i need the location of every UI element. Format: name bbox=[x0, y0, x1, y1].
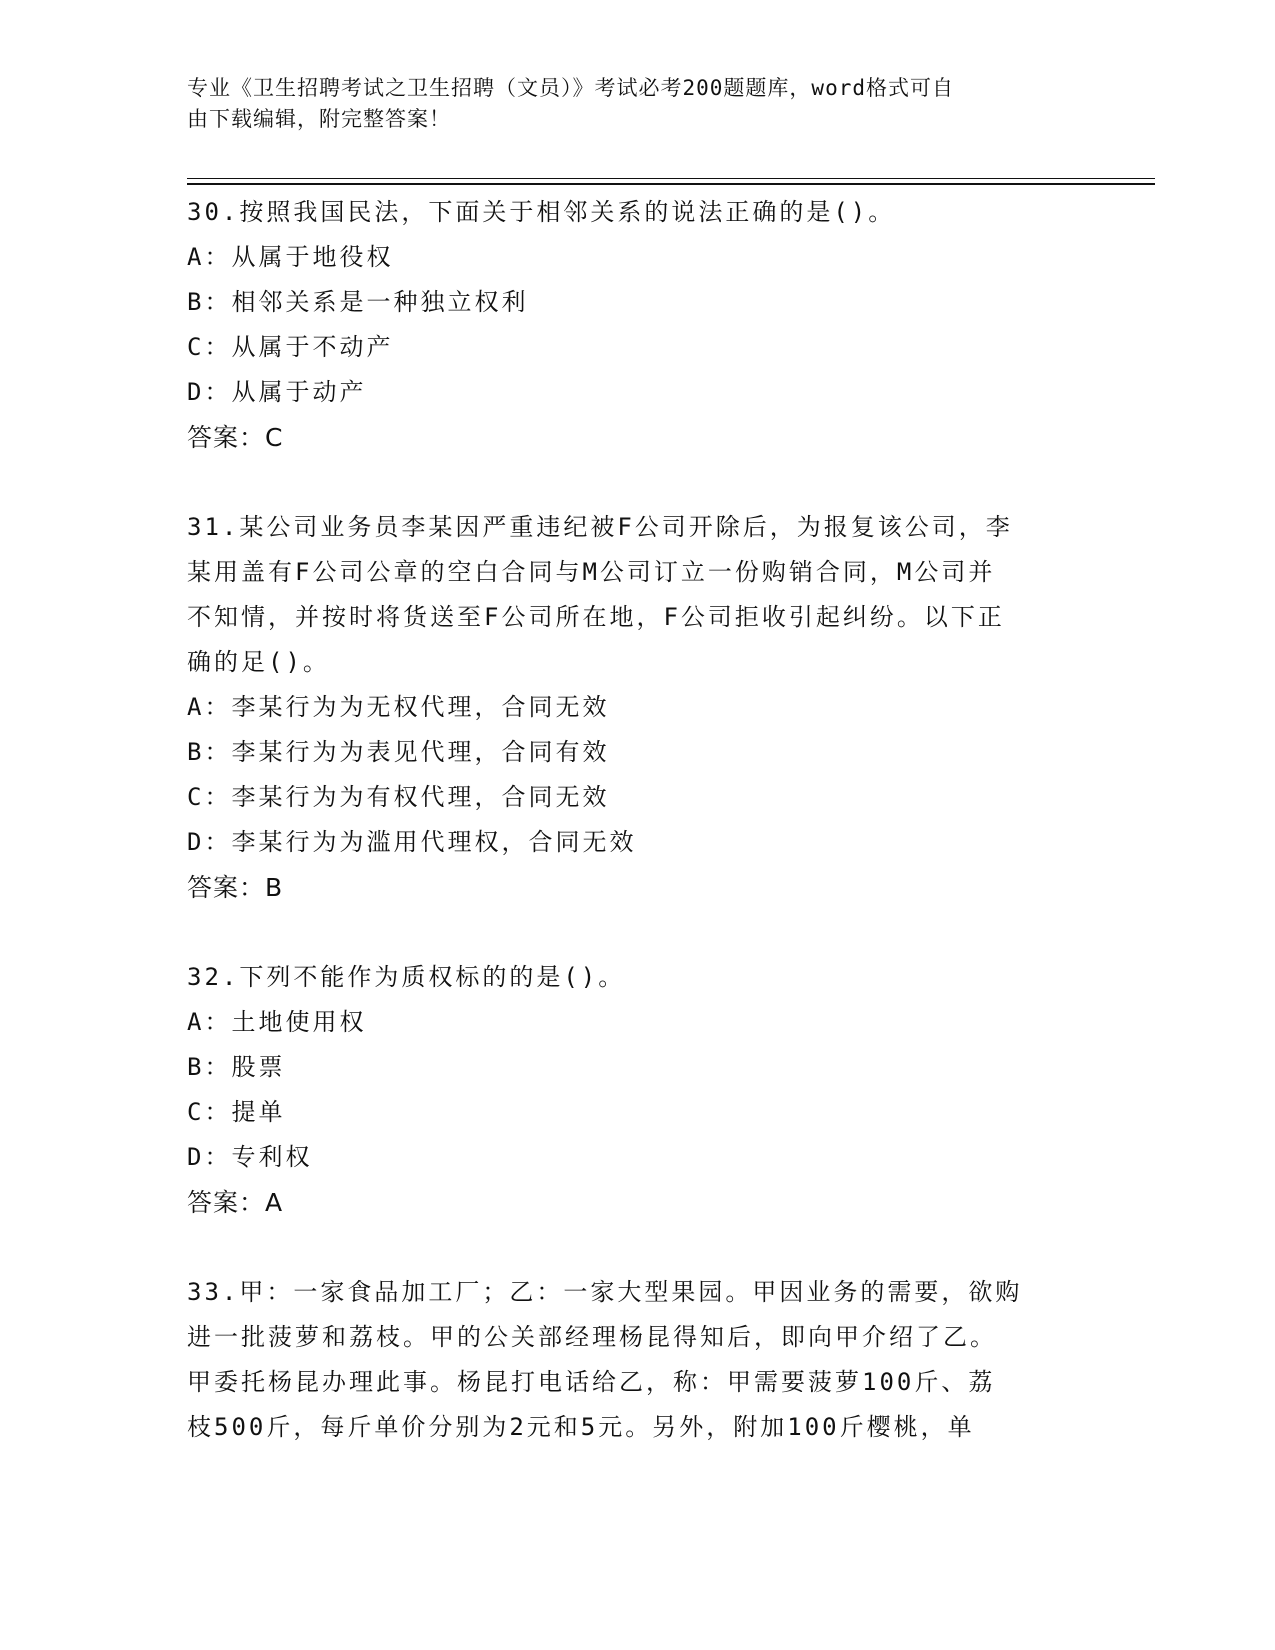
spacer bbox=[187, 460, 1087, 505]
answer: 答案：A bbox=[187, 1188, 284, 1217]
question-stem: 30.按照我国民法，下面关于相邻关系的说法正确的是()。 bbox=[187, 198, 896, 226]
option-a: A：土地使用权 bbox=[187, 1008, 367, 1036]
option-d: D：李某行为为滥用代理权，合同无效 bbox=[187, 828, 637, 856]
answer: 答案：C bbox=[187, 423, 284, 452]
header-line-2: 由下载编辑，附完整答案！ bbox=[187, 107, 451, 131]
option-a: A：李某行为为无权代理，合同无效 bbox=[187, 693, 610, 721]
option-b: B：李某行为为表见代理，合同有效 bbox=[187, 738, 610, 766]
header-divider-thick bbox=[187, 183, 1155, 185]
option-d: D：专利权 bbox=[187, 1143, 313, 1171]
question-stem: 32.下列不能作为质权标的的是()。 bbox=[187, 963, 626, 991]
question-stem: 某用盖有F公司公章的空白合同与M公司订立一份购销合同，M公司并 bbox=[187, 558, 996, 586]
header-line-1: 专业《卫生招聘考试之卫生招聘（文员）》考试必考200题题库，word格式可自 bbox=[187, 76, 954, 100]
option-a: A：从属于地役权 bbox=[187, 243, 394, 271]
answer: 答案：B bbox=[187, 873, 284, 902]
option-c: C：从属于不动产 bbox=[187, 333, 394, 361]
question-stem: 进一批菠萝和荔枝。甲的公关部经理杨昆得知后，即向甲介绍了乙。 bbox=[187, 1323, 997, 1351]
option-b: B：股票 bbox=[187, 1053, 286, 1081]
option-c: C：提单 bbox=[187, 1098, 286, 1126]
document-header bbox=[187, 73, 1087, 135]
question-stem: 31.某公司业务员李某因严重违纪被F公司开除后，为报复该公司，李 bbox=[187, 513, 1013, 541]
question-stem: 33.甲：一家食品加工厂；乙：一家大型果园。甲因业务的需要，欲购 bbox=[187, 1278, 1023, 1306]
question-30 bbox=[187, 190, 1087, 460]
question-stem: 甲委托杨昆办理此事。杨昆打电话给乙，称：甲需要菠萝100斤、荔 bbox=[187, 1368, 996, 1396]
question-stem: 确的足()。 bbox=[187, 648, 330, 676]
question-stem: 不知情，并按时将货送至F公司所在地，F公司拒收引起纠纷。以下正 bbox=[187, 603, 1005, 631]
spacer bbox=[187, 1225, 1087, 1270]
question-33 bbox=[187, 1270, 1087, 1450]
question-31 bbox=[187, 505, 1087, 910]
spacer bbox=[187, 910, 1087, 955]
option-b: B：相邻关系是一种独立权利 bbox=[187, 288, 529, 316]
question-list bbox=[187, 190, 1087, 1450]
question-32 bbox=[187, 955, 1087, 1225]
option-d: D：从属于动产 bbox=[187, 378, 367, 406]
option-c: C：李某行为为有权代理，合同无效 bbox=[187, 783, 610, 811]
header-divider-thin bbox=[187, 178, 1155, 179]
question-stem: 枝500斤，每斤单价分别为2元和5元。另外，附加100斤樱桃，单 bbox=[187, 1413, 975, 1441]
